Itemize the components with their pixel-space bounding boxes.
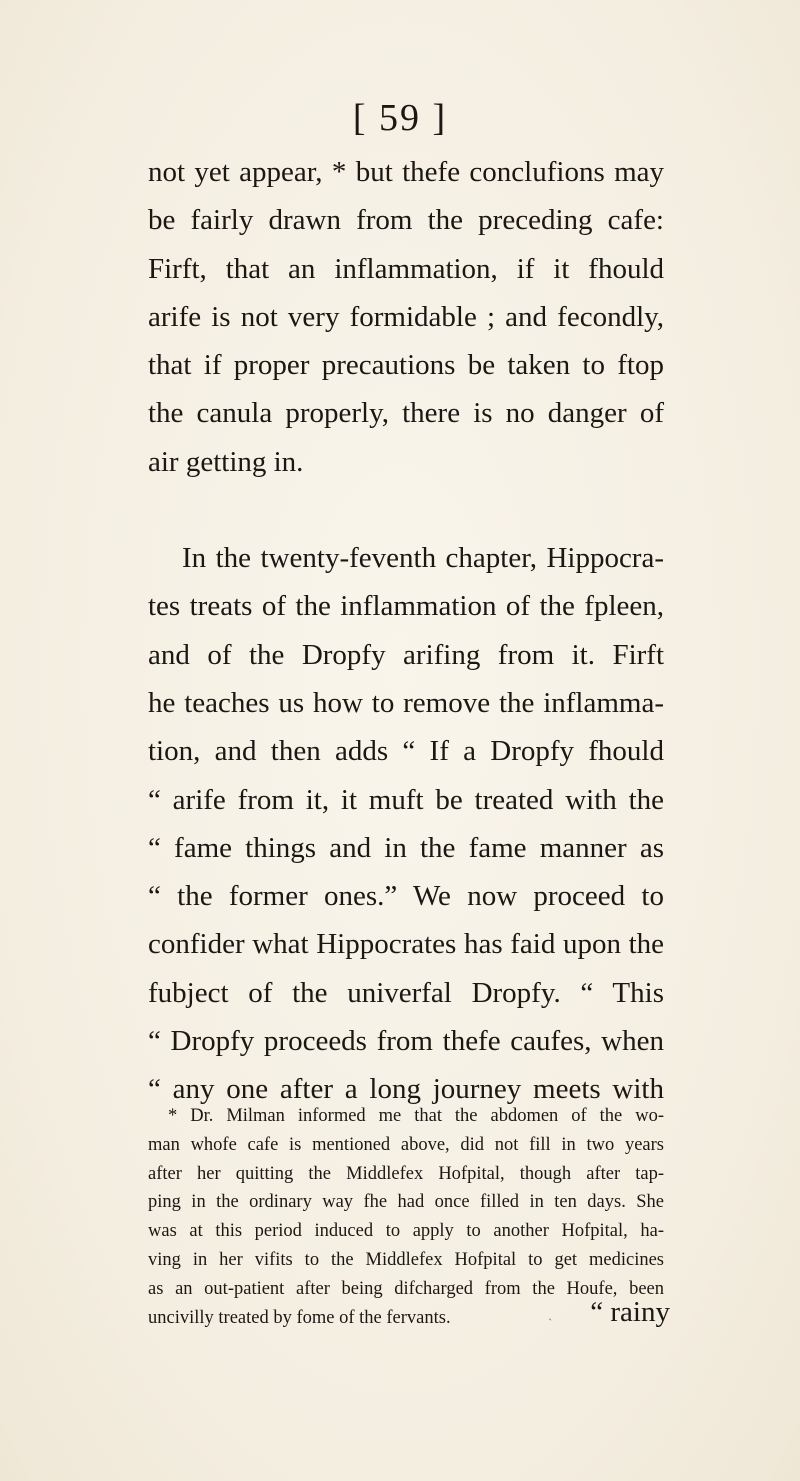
text-line: fubject of the univerfal Dropfy. “ This [148, 976, 664, 1009]
text-line: air getting in. [148, 445, 304, 478]
footnote-line: after her quitting the Middlefex Hofpital, though after tap- [148, 1163, 664, 1184]
footnote-line: * Dr. Milman informed me that the abdomen of the wo- [168, 1106, 664, 1126]
text-line: tion, and then adds “ If a Dropfy fhould [148, 735, 664, 768]
text-line: “ any one after a long journey meets with [148, 1073, 664, 1106]
catchword-text: “ rainy [590, 1296, 670, 1328]
text-line: be fairly drawn from the preceding cafe: [148, 204, 664, 237]
footnote-line: man whofe cafe is mentioned above, did not fill in two years [148, 1134, 664, 1155]
text-line: confider what Hippocrates has faid upon the [148, 928, 664, 961]
text-line: and of the Dropfy arifing from it. Firft [148, 638, 664, 671]
text-line: Firft, that an inflammation, if it fhould [148, 252, 664, 285]
catchword [548, 1296, 670, 1329]
footnote-line: ping in the ordinary way fhe had once filled in ten days. She [148, 1192, 664, 1213]
text-line: “ arife from it, it muft be treated with the [148, 783, 664, 816]
text-line: “ the former ones.” We now proceed to [148, 880, 664, 913]
text-line: “ fame things and in the fame manner as [148, 831, 664, 864]
text-line: the canula properly, there is no danger of [148, 397, 664, 430]
text-line: arife is not very formidable ; and fecondly, [148, 300, 664, 333]
signature-mark: ˎ [548, 1306, 553, 1321]
footnote-line: as an out-patient after being difcharged from the Houfe, been [148, 1278, 664, 1299]
text-line: that if proper precautions be taken to ftop [148, 349, 664, 382]
text-line: he teaches us how to remove the inflamma- [148, 686, 664, 719]
text-line: In the twenty-feventh chapter, Hippocra- [182, 542, 664, 575]
text-line: “ Dropfy proceeds from thefe caufes, when [148, 1025, 664, 1058]
page-number: [ 59 ] [352, 97, 448, 139]
paragraph-gap [148, 486, 664, 534]
paragraph-1 [148, 148, 664, 486]
footnote-line: ving in her vifits to the Middlefex Hofpital to get medicines [148, 1249, 664, 1270]
text-line: not yet appear, * but thefe conclufions may [148, 156, 664, 188]
footnote-line: was at this period induced to apply to another Hofpital, ha- [148, 1221, 664, 1242]
main-text [148, 148, 664, 1114]
text-line: tes treats of the inflammation of the fpleen, [148, 590, 664, 623]
paragraph-2 [148, 534, 664, 1114]
footnote-line: uncivilly treated by fome of the fervants. [148, 1307, 451, 1328]
